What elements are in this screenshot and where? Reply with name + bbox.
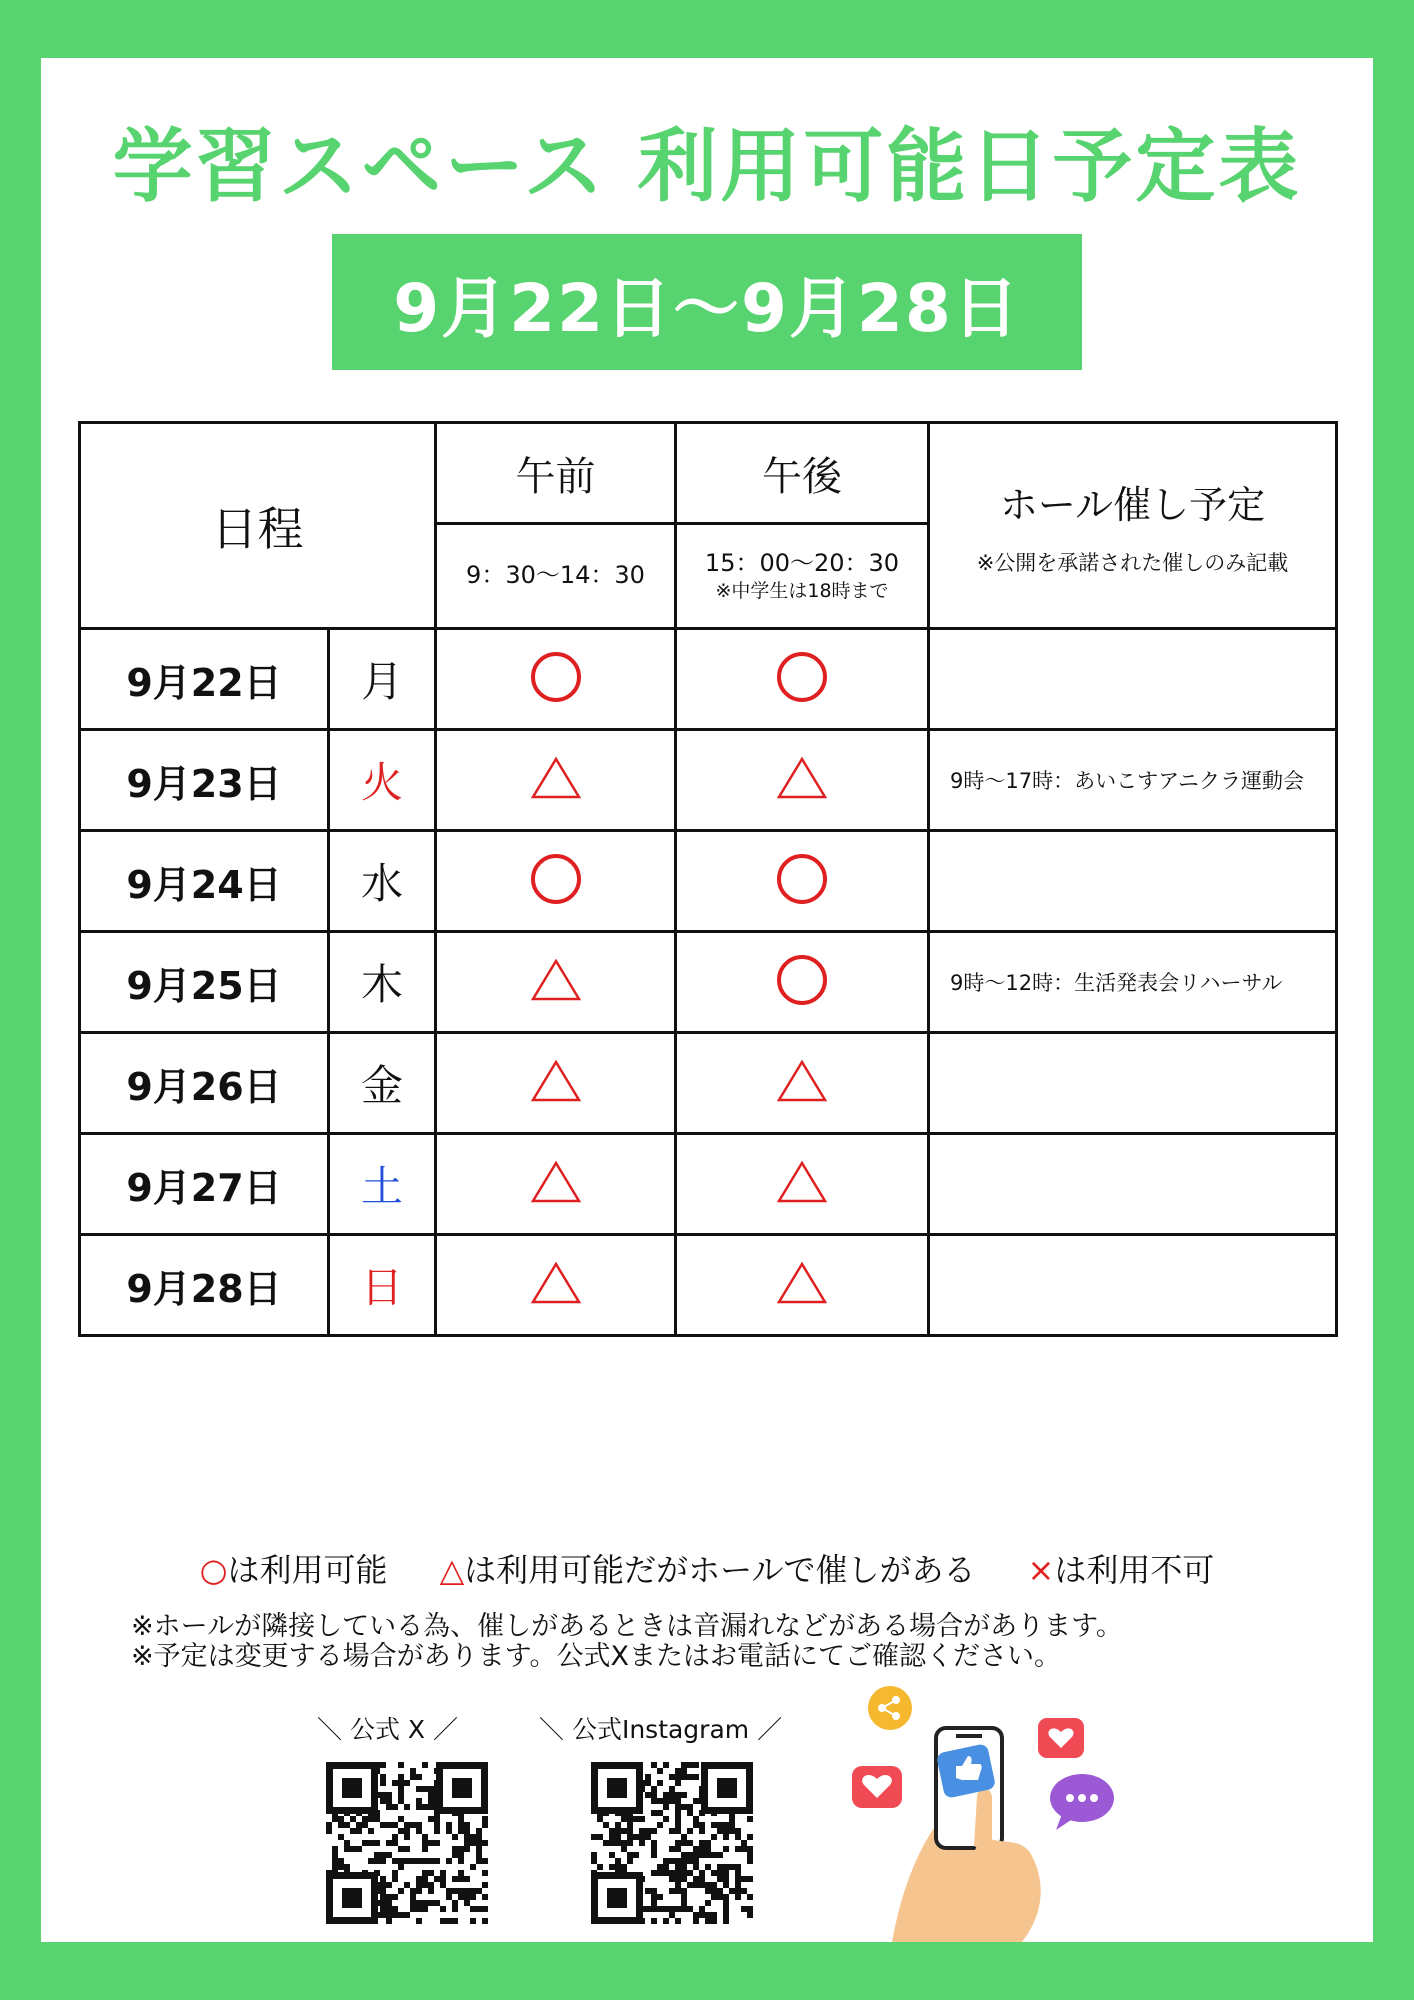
poster-sheet (41, 58, 1373, 1942)
legend-triangle-symbol: △ (439, 1551, 465, 1589)
row-day-of-week: 土 (329, 1134, 436, 1235)
heart-icon (852, 1766, 902, 1808)
row-am-status (436, 932, 676, 1033)
date-range-banner (332, 234, 1082, 370)
row-pm-status (676, 1033, 929, 1134)
am-circle-mark (531, 652, 581, 702)
schedule-row (80, 831, 1337, 932)
pm-time: 15：00〜20：30 (704, 549, 900, 578)
pm-triangle-mark (776, 1261, 828, 1305)
pm-header: 午後 (676, 423, 929, 524)
row-am-status (436, 1235, 676, 1336)
am-triangle-mark (530, 756, 582, 800)
row-event: 9時〜17時：あいこすアニクラ運動会 (929, 730, 1337, 831)
row-am-status (436, 831, 676, 932)
row-day-of-week: 月 (329, 629, 436, 730)
row-pm-status (676, 831, 929, 932)
row-am-status (436, 1033, 676, 1134)
schedule-rows (80, 629, 1337, 1336)
schedule-table (78, 421, 1338, 1337)
pm-time-cell (676, 524, 929, 629)
row-day-of-week: 水 (329, 831, 436, 932)
qr-code-x[interactable] (326, 1762, 488, 1924)
row-am-status (436, 629, 676, 730)
schedule-row (80, 932, 1337, 1033)
notes (131, 1612, 1123, 1672)
note-line: ※ホールが隣接している為、催しがあるときは音漏れなどがある場合があります。 (131, 1611, 1123, 1642)
row-am-status (436, 1134, 676, 1235)
legend-circle-text: は利用可能 (227, 1551, 388, 1589)
date-range: 9月22日〜9月28日 (393, 269, 1021, 347)
row-event (929, 1033, 1337, 1134)
row-am-status (436, 730, 676, 831)
row-pm-status (676, 730, 929, 831)
legend-cross-text: は利用不可 (1054, 1551, 1215, 1589)
heart-icon (1038, 1718, 1084, 1758)
schedule-row (80, 1134, 1337, 1235)
row-date: 9月22日 (80, 629, 329, 730)
row-date: 9月26日 (80, 1033, 329, 1134)
row-pm-status (676, 1235, 929, 1336)
row-day-of-week: 木 (329, 932, 436, 1033)
legend-triangle-text: は利用可能だがホールで催しがある (464, 1551, 976, 1589)
legend (41, 1545, 1373, 1591)
row-event (929, 831, 1337, 932)
row-date: 9月24日 (80, 831, 329, 932)
row-event: 9時〜12時：生活発表会リハーサル (929, 932, 1337, 1033)
qr-x-label: ＼ 公式 X ／ (317, 1715, 458, 1744)
row-date: 9月25日 (80, 932, 329, 1033)
row-event (929, 629, 1337, 730)
am-time: 9：30〜14：30 (436, 524, 676, 629)
am-circle-mark (531, 854, 581, 904)
pm-triangle-mark (776, 1160, 828, 1204)
schedule-header: 日程 (80, 423, 436, 629)
event-header-title: ホール催し予定 (999, 483, 1266, 527)
pm-circle-mark (777, 854, 827, 904)
event-header-note: ※公開を承諾された催しのみ記載 (976, 551, 1289, 575)
am-header: 午前 (436, 423, 676, 524)
legend-cross-symbol: × (1027, 1551, 1055, 1589)
row-pm-status (676, 629, 929, 730)
social-media-illustration (852, 1686, 1152, 1942)
row-event (929, 1134, 1337, 1235)
row-date: 9月27日 (80, 1134, 329, 1235)
page-title: 学習スペース 利用可能日予定表 (112, 120, 1302, 213)
am-triangle-mark (530, 1059, 582, 1103)
schedule-row (80, 730, 1337, 831)
schedule-row (80, 1033, 1337, 1134)
row-day-of-week: 日 (329, 1235, 436, 1336)
am-triangle-mark (530, 958, 582, 1002)
chat-icon (1050, 1774, 1114, 1830)
qr-instagram-label: ＼ 公式Instagram ／ (539, 1715, 783, 1744)
schedule-row (80, 1235, 1337, 1336)
pm-triangle-mark (776, 756, 828, 800)
note-line: ※予定は変更する場合があります。公式Xまたはお電話にてご確認ください。 (131, 1641, 1061, 1673)
qr-code-instagram[interactable] (591, 1762, 753, 1924)
am-triangle-mark (530, 1160, 582, 1204)
legend-circle-symbol: ○ (199, 1551, 228, 1589)
pm-circle-mark (777, 652, 827, 702)
pm-time-note: ※中学生は18時まで (715, 580, 889, 603)
schedule-row (80, 629, 1337, 730)
row-day-of-week: 火 (329, 730, 436, 831)
row-pm-status (676, 932, 929, 1033)
row-pm-status (676, 1134, 929, 1235)
row-event (929, 1235, 1337, 1336)
row-date: 9月23日 (80, 730, 329, 831)
pm-triangle-mark (776, 1059, 828, 1103)
event-header (929, 423, 1337, 629)
share-icon (868, 1686, 912, 1730)
pm-circle-mark (777, 955, 827, 1005)
row-day-of-week: 金 (329, 1033, 436, 1134)
am-triangle-mark (530, 1261, 582, 1305)
row-date: 9月28日 (80, 1235, 329, 1336)
